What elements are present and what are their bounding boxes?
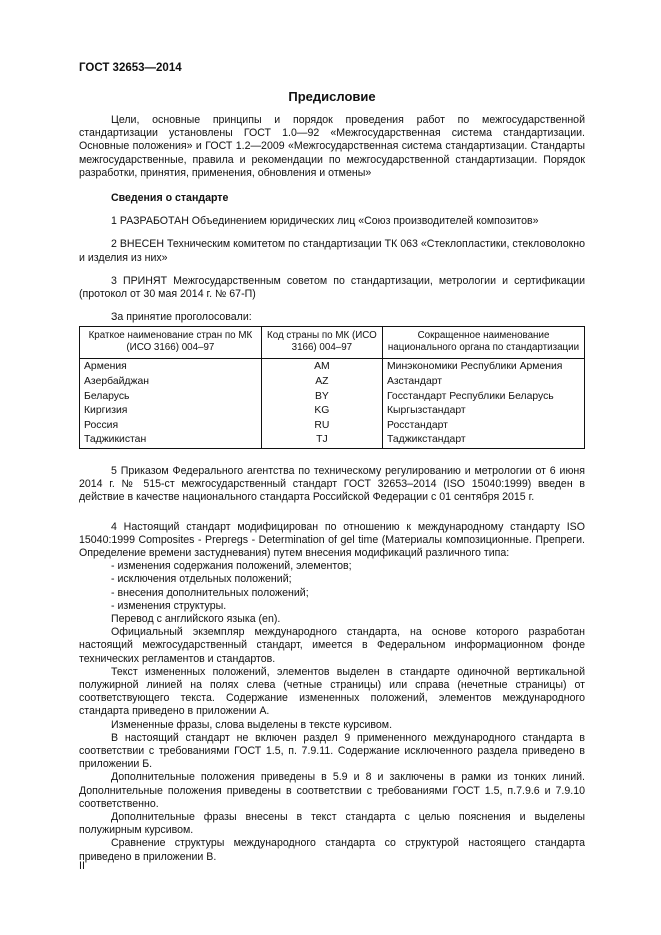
country-cell: Таджикистан — [80, 433, 262, 448]
agency-cell: Таджикстандарт — [382, 433, 584, 448]
agency-cell: Азстандарт — [382, 375, 584, 390]
translation-paragraph: Перевод с английского языка (en). — [111, 613, 281, 626]
country-cell: Киргизия — [80, 404, 262, 419]
modification-list-item: - изменения структуры. — [111, 599, 227, 612]
code-cell: BY — [261, 390, 382, 405]
intro-paragraph: Цели, основные принципы и порядок проведения работ по межгосударственной стандартизации установлены ГОСТ 1.0—92 «Межгосударственная система стандартизации. Основные положения» и ГОСТ 1.2—2009 «Межгосударственная система стандартизации. Стандарты межгосударственные, правила и рекомендации по межгосударственной стандартизации. Порядок разработки, принятия, применения, обновления и отмены» — [79, 114, 585, 179]
vote-label: За принятие проголосовали: — [111, 311, 252, 324]
voting-table — [79, 326, 585, 449]
code-cell: AZ — [261, 375, 382, 390]
item-introduced: 2 ВНЕСЕН Техническим комитетом по стандартизации ТК 063 «Стеклопластики, стекловолокно и изделия из них» — [79, 238, 585, 264]
item-developed: 1 РАЗРАБОТАН Объединением юридических лиц «Союз производителей композитов» — [111, 215, 539, 228]
agency-cell: Росстандарт — [382, 419, 584, 434]
page-title: Предисловие — [288, 89, 376, 104]
table-row — [80, 375, 585, 390]
item-enacted: 5 Приказом Федерального агентства по техническому регулированию и метрологии от 6 июня 2014 г. № 515-ст межгосударственный стандарт ГОСТ 32653–2014 (ISO 15040:1999) введен в действие в качестве национального стандарта Российской Федерации с 01 сентября 2015 г. — [79, 465, 585, 504]
additional-provisions-paragraph: Дополнительные положения приведены в 5.9 и 8 и заключены в рамки из тонких линий. Дополнительные положения приведены в соответствии с требованиями ГОСТ 1.5, п.7.9.6 и 7.9.10 соответственно. — [79, 771, 585, 810]
page-number: II — [79, 860, 85, 872]
table-header-cell: Код страны по МК (ИСО 3166) 004–97 — [261, 327, 382, 359]
table-row — [80, 433, 585, 448]
agency-cell: Кыргызстандарт — [382, 404, 584, 419]
item-modified: 4 Настоящий стандарт модифицирован по отношению к международному стандарту ISO 15040:1999 Composites - Prepregs - Determination of gel time (Материалы композиционные. Препреги. Определение времени застудневания) путем внесения модификаций различного типа: — [79, 520, 585, 560]
code-cell: TJ — [261, 433, 382, 448]
country-cell: Беларусь — [80, 390, 262, 405]
table-header-row — [80, 327, 585, 359]
table-header-cell: Сокращенное наименование национального органа по стандартизации — [382, 327, 584, 359]
country-cell: Россия — [80, 419, 262, 434]
modification-list-item: - исключения отдельных положений; — [111, 573, 292, 586]
additional-phrases-paragraph: Дополнительные фразы внесены в текст стандарта с целью пояснения и выделены полужирным курсивом. — [79, 811, 585, 837]
section-subtitle: Сведения о стандарте — [111, 192, 229, 205]
country-cell: Армения — [80, 359, 262, 375]
agency-cell: Минэкономики Республики Армения — [382, 359, 584, 375]
modification-list-item: - внесения дополнительных положений; — [111, 586, 309, 599]
structure-comparison-paragraph: Сравнение структуры международного стандарта со структурой настоящего стандарта приведено в приложении В. — [79, 837, 585, 863]
item-adopted: 3 ПРИНЯТ Межгосударственным советом по стандартизации, метрологии и сертификации (протокол от 30 мая 2014 г. № 67-П) — [79, 274, 585, 301]
country-cell: Азербайджан — [80, 375, 262, 390]
table-row — [80, 404, 585, 419]
table-row — [80, 390, 585, 405]
document-body — [79, 114, 585, 864]
code-cell: RU — [261, 419, 382, 434]
code-cell: KG — [261, 404, 382, 419]
standard-number-header: ГОСТ 32653—2014 — [79, 62, 182, 74]
agency-cell: Госстандарт Республики Беларусь — [382, 390, 584, 405]
excluded-section-paragraph: В настоящий стандарт не включен раздел 9 примененного международного стандарта в соответствии с требованиями ГОСТ 1.5, п. 7.9.11. Содержание исключенного раздела приведено в приложении Б. — [79, 731, 585, 771]
code-cell: AM — [261, 359, 382, 375]
modification-list-item: - изменения содержания положений, элементов; — [111, 560, 352, 573]
changed-text-paragraph: Текст измененных положений, элементов выделен в стандарте одиночной вертикальной полужирной линией на полях слева (четные страницы) или справа (нечетные страницы) от соответствующего текста. Содержание измененных положений, элементов международного стандарта приведено в приложении А. — [79, 665, 585, 718]
italic-note-paragraph: Измененные фразы, слова выделены в тексте курсивом. — [111, 718, 393, 731]
table-row — [80, 359, 585, 375]
table-header-cell: Краткое наименование стран по МК (ИСО 3166) 004–97 — [80, 327, 262, 359]
table-row — [80, 419, 585, 434]
official-copy-paragraph: Официальный экземпляр международного стандарта, на основе которого разработан настоящий межгосударственный стандарт, имеется в Федеральном информационном фонде технических регламентов и стандартов. — [79, 626, 585, 665]
